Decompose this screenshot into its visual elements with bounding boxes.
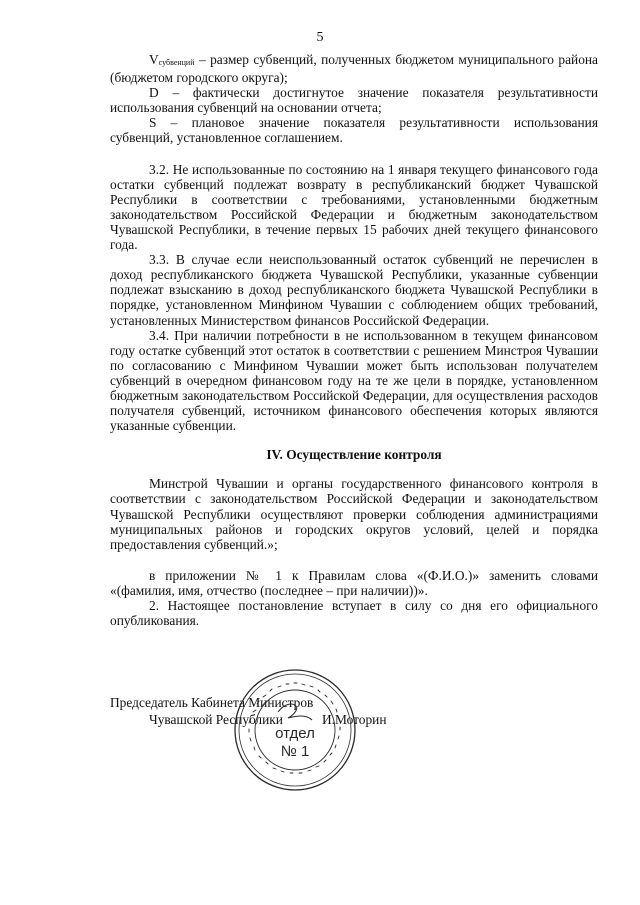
stamp-dept-label: отдел [275, 725, 315, 742]
page-number: 5 [316, 30, 324, 45]
clause-3-2: 3.2. Не использованные по состоянию на 1 января текущего финансового года остатки субвенций подлежат возврату в республиканский бюджет Чувашской Республики в соответствии с требованиями, установленными бюджетным законодательством Российской Федерации и бюджетным законодательством Чувашской Республики, в течение первых 15 рабочих дней текущего финансового года. [110, 161, 598, 253]
official-stamp [233, 668, 357, 792]
document-body [110, 52, 598, 628]
clause-3-4: 3.4. При наличии потребности в не использованном в текущем финансовом году остатке субвенций этот остаток в соответствии с решением Минстроя Чувашии по согласованию с Минфином Чувашии может быть использован получателем субвенций в очередном финансовом году на те же цели в порядке, установленном бюджетным законодательством Российской Федерации, для осуществления расходов получателя субвенций, источником финансового обеспечения которых являются указанные субвенции. [110, 327, 598, 434]
clause-3-3: 3.3. В случае если неиспользованный остаток субвенций не перечислен в доход республиканского бюджета Чувашской Республики, указанные субвенции подлежат взысканию в доход республиканского бюджета Чувашской Республики в порядке, установленном Минфином Чувашии с соблюдением общих требований, установленных Министерством финансов Российской Федерации. [110, 252, 598, 328]
final-clause: 2. Настоящее постановление вступает в силу со дня его официального опубликования. [110, 598, 598, 629]
signature-title-line2: Чувашской Республики [149, 712, 283, 727]
section-paragraph: Минстрой Чувашии и органы государственного финансового контроля в соответствии с законодательством Российской Федерации и законодательством Чувашской Республики осуществляют проверки соблюдения администрациями муниципальных районов и городских округов условий, целей и порядка предоставления субвенций.»; [110, 476, 598, 552]
v-symbol: V [149, 52, 159, 67]
stamp-dept-number: № 1 [280, 743, 310, 760]
v-subscript: субвенций [158, 58, 195, 67]
signature-title-line1: Председатель Кабинета Министров [110, 695, 314, 710]
definition-s: S – плановое значение показателя результативности использования субвенций, установленное соглашением. [110, 115, 598, 146]
stamp-emblem-mark [278, 704, 312, 720]
appendix-paragraph: в приложении № 1 к Правилам слова «(Ф.И.О.)» заменить словами «(фамилия, имя, отчество (последнее – при наличии))». [110, 567, 598, 598]
signatory-name: И.Моторин [322, 712, 387, 727]
definition-v [110, 52, 598, 85]
section-heading: IV. Осуществление контроля [266, 447, 442, 463]
definition-d: D – фактически достигнутое значение показателя результативности использования субвенций на основании отчета; [110, 85, 598, 116]
v-definition-text: – размер субвенций, полученных бюджетом муниципального района (бюджетом городского округа); [110, 52, 598, 86]
